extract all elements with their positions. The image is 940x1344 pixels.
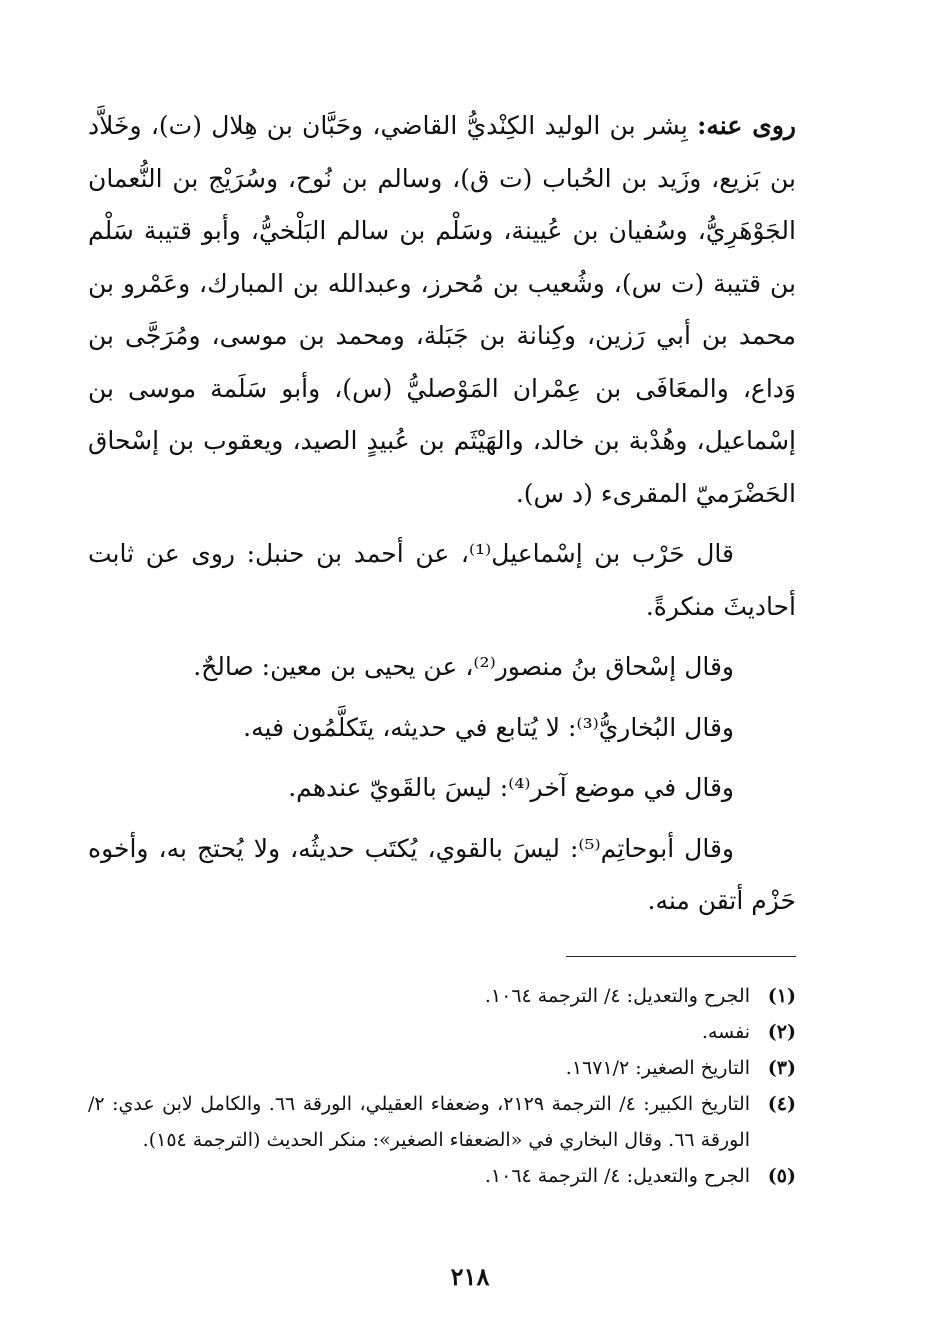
footnote-text: نفسه. [701, 1021, 750, 1043]
footnote-item [88, 1050, 796, 1086]
paragraph-lead: روى عنه: [697, 111, 796, 140]
ishaq-quote-paragraph: وقال إسْحاق بنُ منصور⁽²⁾، عن يحيى بن معين: صالحٌ. [193, 652, 734, 681]
footnote-number: (٣) [767, 1057, 796, 1079]
footnote-text: الجرح والتعديل: ٤/ الترجمة ١٠٦٤. [484, 985, 750, 1007]
footnote-text: التاريخ الصغير: ١٦٧١/٢. [565, 1057, 750, 1079]
footnotes [88, 978, 796, 1194]
footnote-number: (٢) [767, 1021, 796, 1043]
footnote-number: (١) [767, 985, 796, 1007]
abu-hatim-quote-paragraph: وقال أبوحاتِم⁽⁵⁾: ليسَ بالقوي، يُكتَب حديثُه، ولا يُحتج به، وأخوه حَزْم أتقن منه. [88, 833, 796, 915]
main-text [88, 100, 796, 928]
footnote-number: (٥) [767, 1165, 796, 1187]
harb-quote-paragraph: قال حَرْب بن إسْماعيل⁽¹⁾، عن أحمد بن حنبل: روى عن ثابت أحاديثَ منكرةً. [88, 539, 796, 621]
footnote-number: (٤) [767, 1093, 796, 1115]
footnote-divider [566, 956, 796, 957]
narrators-paragraph [88, 100, 796, 520]
bukhari-quote-paragraph: وقال البُخاريُّ⁽³⁾: لا يُتابع في حديثه، يتَكلَّمُون فيه. [243, 712, 734, 742]
bukhari-other-quote-paragraph: وقال في موضع آخر⁽⁴⁾: ليسَ بالقَويّ عندهم. [288, 773, 734, 802]
narrators-list: بِشر بن الوليد الكِنْديُّ القاضي، وحَبَّان بن هِلال (ت)، وخَلاَّد بن بَزيع، وزَيد بن الحُباب (ت ق)، وسالم بن نُوح، وسُرَيْج بن النُّعمان الجَوْهَرِيُّ، وسُفيان بن عُيينة، وسَلْم بن سالم البَلْخيُّ، وأبو قتيبة سَلْم بن قتيبة (ت س)، وشُعيب بن مُحرز، وعبدالله بن المبارك، وعَمْرو بن محمد بن أبي رَزين، وكِنانة بن جَبَلة، ومحمد بن موسى، ومُرَجَّى بن وَداع، والمعَافَى بن عِمْران المَوْصليُّ (س)، وأبو سَلَمة موسى بن إسْماعيل، وهُدْبة بن خالد، والهَيْثَم بن عُبيدٍ الصيد، ويعقوب بن إسْحاق الحَضْرَميّ المقرىء (د س). [88, 111, 796, 508]
document-page [88, 100, 796, 1300]
page-number: ٢١٨ [450, 1262, 490, 1291]
footnote-item [88, 978, 796, 1014]
footnote-text: التاريخ الكبير: ٤/ الترجمة ٢١٢٩، وضعفاء العقيلي، الورقة ٦٦. والكامل لابن عدي: ٢/ الورقة ٦٦. وقال البخاري في «الضعفاء الصغير»: منكر الحديث (الترجمة ١٥٤). [88, 1093, 750, 1151]
footnote-text: الجرح والتعديل: ٤/ الترجمة ١٠٦٤. [484, 1165, 750, 1187]
footnote-item [88, 1158, 796, 1194]
footnote-item [88, 1014, 796, 1050]
footnote-item [88, 1086, 796, 1158]
